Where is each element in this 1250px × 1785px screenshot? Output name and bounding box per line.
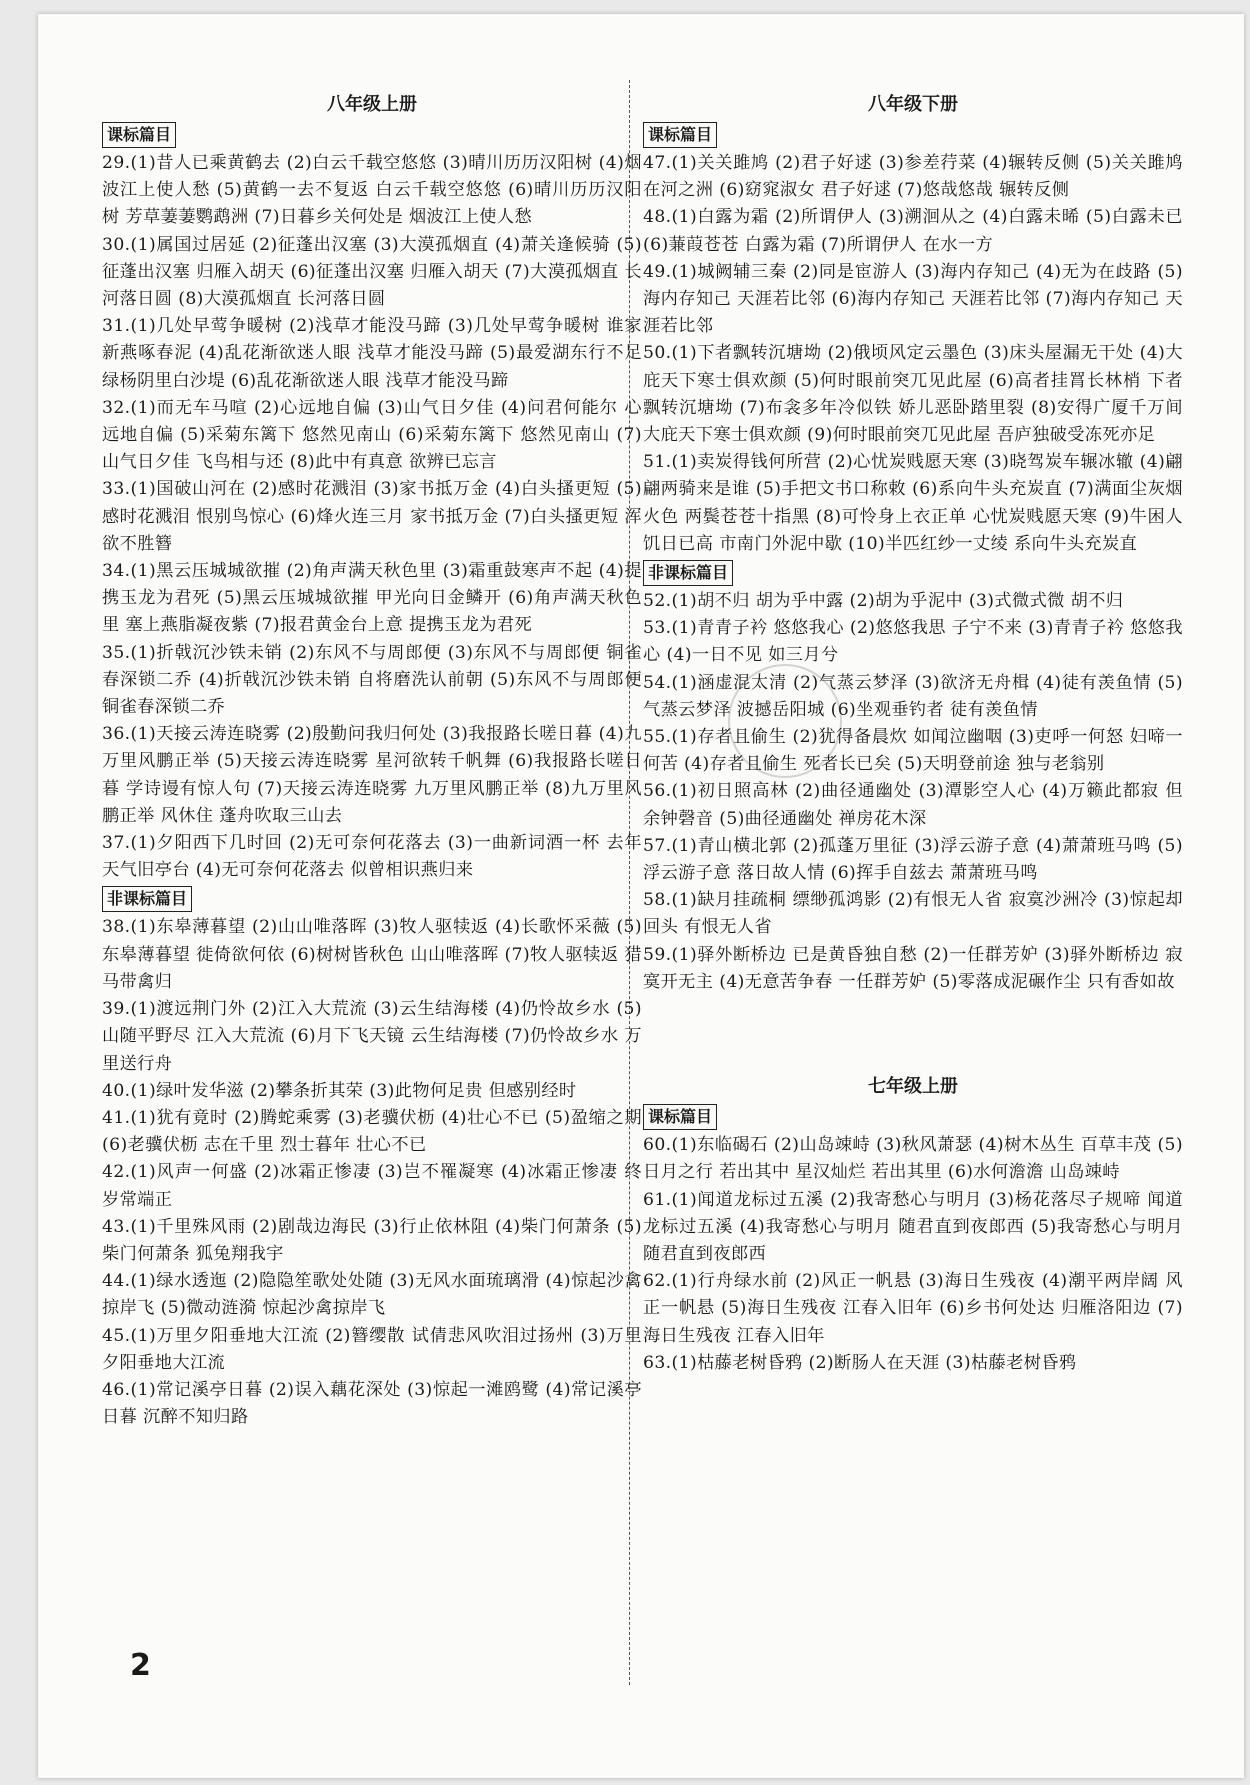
answer-item-40: 40.(1)绿叶发华滋 (2)攀条折其荣 (3)此物何足贵 但感别经时	[102, 1080, 577, 1101]
answer-item-57: 57.(1)青山横北郭 (2)孤蓬万里征 (3)浮云游子意 (4)萧萧班马鸣 (5)浮云游子意 落日故人情 (6)挥手自兹去 萧萧班马鸣	[643, 835, 1183, 884]
answer-page	[38, 14, 1244, 1778]
grade-title-8a: 八年级上册	[327, 94, 417, 115]
answer-item-63: 63.(1)枯藤老树昏鸦 (2)断肠人在天涯 (3)枯藤老树昏鸦	[643, 1352, 1077, 1373]
answer-item-62: 62.(1)行舟绿水前 (2)风正一帆悬 (3)海日生残夜 (4)潮平两岸阔 风正一帆悬 (5)海日生残夜 江春入旧年 (6)乡书何处达 归雁洛阳边 (7)海日生残夜 江春入旧年	[643, 1271, 1183, 1346]
answer-item-38: 38.(1)东皋薄暮望 (2)山山唯落晖 (3)牧人驱犊返 (4)长歌怀采薇 (5)东皋薄暮望 徙倚欲何依 (6)树树皆秋色 山山唯落晖 (7)牧人驱犊返 猎马带禽归	[102, 917, 642, 992]
answer-item-37: 37.(1)夕阳西下几时回 (2)无可奈何花落去 (3)一曲新词酒一杯 去年天气旧亭台 (4)无可奈何花落去 似曾相识燕归来	[102, 833, 642, 881]
answer-item-49: 49.(1)城阙辅三秦 (2)同是宦游人 (3)海内存知己 (4)无为在歧路 (5)海内存知己 天涯若比邻 (6)海内存知己 天涯若比邻 (7)海内存知己 天涯若比邻	[643, 261, 1183, 337]
answer-item-50: 50.(1)下者飘转沉塘坳 (2)俄顷风定云墨色 (3)床头屋漏无干处 (4)大庇天下寒士俱欢颜 (5)何时眼前突兀见此屋 (6)高者挂罥长林梢 下者飘转沉塘坳 (7)布衾多年冷似铁 娇儿恶卧踏里裂 (8)安得广厦千万间 大庇天下寒士俱欢颜 (9)何时眼前突兀见此屋 吾庐独破受冻死亦足	[643, 343, 1183, 446]
page-number: 2	[130, 1648, 151, 1683]
faint-stamp-mark	[728, 664, 842, 778]
answer-item-31: 31.(1)几处早莺争暖树 (2)浅草才能没马蹄 (3)几处早莺争暖树 谁家新燕啄春泥 (4)乱花渐欲迷人眼 浅草才能没马蹄 (5)最爱湖东行不足 绿杨阴里白沙堤 (6)乱花渐欲迷人眼 浅草才能没马蹄	[102, 316, 642, 391]
answer-item-46: 46.(1)常记溪亭日暮 (2)误入藕花深处 (3)惊起一滩鸥鹭 (4)常记溪亭日暮 沉醉不知归路	[102, 1379, 642, 1428]
answer-item-53: 53.(1)青青子衿 悠悠我心 (2)悠悠我思 子宁不来 (3)青青子衿 悠悠我心 (4)一日不见 如三月兮	[643, 618, 1183, 666]
answer-item-61: 61.(1)闻道龙标过五溪 (2)我寄愁心与明月 (3)杨花落尽子规啼 闻道龙标过五溪 (4)我寄愁心与明月 随君直到夜郎西 (5)我寄愁心与明月 随君直到夜郎西	[643, 1189, 1183, 1264]
answer-item-36: 36.(1)天接云涛连晓雾 (2)殷勤问我归何处 (3)我报路长嗟日暮 (4)九万里风鹏正举 (5)天接云涛连晓雾 星河欲转千帆舞 (6)我报路长嗟日暮 学诗谩有惊人句 (7)天接云涛连晓雾 九万里风鹏正举 (8)九万里风鹏正举 风休住 蓬舟吹取三山去	[102, 724, 642, 826]
answer-item-51: 51.(1)卖炭得钱何所营 (2)心忧炭贱愿天寒 (3)晓驾炭车辗冰辙 (4)翩翩两骑来是谁 (5)手把文书口称敕 (6)系向牛头充炭直 (7)满面尘灰烟火色 两鬓苍苍十指黑 (8)可怜身上衣正单 心忧炭贱愿天寒 (9)牛困人饥日已高 市南门外泥中歇 (10)半匹红纱一丈绫 系向牛头充炭直	[643, 452, 1183, 554]
section-label-standard-7a: 课标篇目	[643, 1104, 717, 1130]
answer-item-35: 35.(1)折戟沉沙铁未销 (2)东风不与周郎便 (3)东风不与周郎便 铜雀春深锁二乔 (4)折戟沉沙铁未销 自将磨洗认前朝 (5)东风不与周郎便 铜雀春深锁二乔	[102, 642, 642, 718]
section-label-nonstandard: 非课标篇目	[643, 560, 733, 586]
answer-item-30: 30.(1)属国过居延 (2)征蓬出汉塞 (3)大漠孤烟直 (4)萧关逢候骑 (5)征蓬出汉塞 归雁入胡天 (6)征蓬出汉塞 归雁入胡天 (7)大漠孤烟直 长河落日圆 (8)大漠孤烟直 长河落日圆	[102, 234, 642, 310]
section-label-standard: 课标篇目	[102, 122, 176, 148]
section-label-nonstandard: 非课标篇目	[102, 886, 192, 912]
right-column	[643, 14, 1183, 1377]
answer-item-32: 32.(1)而无车马喧 (2)心远地自偏 (3)山气日夕佳 (4)问君何能尔 心远地自偏 (5)采菊东篱下 悠然见南山 (6)采菊东篱下 悠然见南山 (7)山气日夕佳 飞鸟相与还 (8)此中有真意 欲辨已忘言	[102, 397, 642, 473]
answer-item-47: 47.(1)关关雎鸠 (2)君子好逑 (3)参差荇菜 (4)辗转反侧 (5)关关雎鸠 在河之洲 (6)窈窕淑女 君子好逑 (7)悠哉悠哉 辗转反侧	[643, 153, 1183, 201]
left-column	[102, 14, 642, 1431]
answer-item-56: 56.(1)初日照高林 (2)曲径通幽处 (3)潭影空人心 (4)万籁此都寂 但余钟磬音 (5)曲径通幽处 禅房花木深	[643, 781, 1183, 829]
answer-item-45: 45.(1)万里夕阳垂地大江流 (2)簪缨散 试倩悲风吹泪过扬州 (3)万里夕阳垂地大江流	[102, 1325, 642, 1373]
answer-item-41: 41.(1)犹有竟时 (2)腾蛇乘雾 (3)老骥伏枥 (4)壮心不已 (5)盈缩之期 (6)老骥伏枥 志在千里 烈士暮年 壮心不已	[102, 1107, 642, 1156]
grade-title-7a: 七年级上册	[868, 1076, 958, 1098]
answer-item-59: 59.(1)驿外断桥边 已是黄昏独自愁 (2)一任群芳妒 (3)驿外断桥边 寂寞开无主 (4)无意苦争春 一任群芳妒 (5)零落成泥碾作尘 只有香如故	[643, 944, 1183, 992]
answer-item-34: 34.(1)黑云压城城欲摧 (2)角声满天秋色里 (3)霜重鼓寒声不起 (4)提携玉龙为君死 (5)黑云压城城欲摧 甲光向日金鳞开 (6)角声满天秋色里 塞上燕脂凝夜紫 (7)报君黄金台上意 提携玉龙为君死	[102, 561, 642, 636]
answer-item-29: 29.(1)昔人已乘黄鹤去 (2)白云千载空悠悠 (3)晴川历历汉阳树 (4)烟波江上使人愁 (5)黄鹤一去不复返 白云千载空悠悠 (6)晴川历历汉阳树 芳草萋萋鹦鹉洲 (7)日暮乡关何处是 烟波江上使人愁	[102, 153, 642, 228]
answer-item-60: 60.(1)东临碣石 (2)山岛竦峙 (3)秋风萧瑟 (4)树木丛生 百草丰茂 (5)日月之行 若出其中 星汉灿烂 若出其里 (6)水何澹澹 山岛竦峙	[643, 1135, 1183, 1183]
answer-item-58: 58.(1)缺月挂疏桐 缥缈孤鸿影 (2)有恨无人省 寂寞沙洲冷 (3)惊起却回头 有恨无人省	[643, 890, 1183, 938]
answer-item-52: 52.(1)胡不归 胡为乎中露 (2)胡为乎泥中 (3)式微式微 胡不归	[643, 591, 1124, 612]
grade-title-8b: 八年级下册	[868, 94, 958, 115]
answer-item-48: 48.(1)白露为霜 (2)所谓伊人 (3)溯洄从之 (4)白露未晞 (5)白露未已 (6)蒹葭苍苍 白露为霜 (7)所谓伊人 在水一方	[643, 207, 1183, 255]
answer-item-55: 55.(1)存者且偷生 (2)犹得备晨炊 如闻泣幽咽 (3)吏呼一何怒 妇啼一何苦 (4)存者且偷生 死者长已矣 (5)天明登前途 独与老翁别	[643, 727, 1183, 775]
answer-item-33: 33.(1)国破山河在 (2)感时花溅泪 (3)家书抵万金 (4)白头搔更短 (5)感时花溅泪 恨别鸟惊心 (6)烽火连三月 家书抵万金 (7)白头搔更短 浑欲不胜簪	[102, 479, 642, 554]
section-label-standard: 课标篇目	[643, 122, 717, 148]
answer-item-42: 42.(1)风声一何盛 (2)冰霜正惨凄 (3)岂不罹凝寒 (4)冰霜正惨凄 终岁常端正	[102, 1162, 642, 1210]
answer-item-43: 43.(1)千里殊风雨 (2)剧哉边海民 (3)行止依林阻 (4)柴门何萧条 (5)柴门何萧条 狐兔翔我宇	[102, 1216, 642, 1264]
answer-item-39: 39.(1)渡远荆门外 (2)江入大荒流 (3)云生结海楼 (4)仍怜故乡水 (5)山随平野尽 江入大荒流 (6)月下飞天镜 云生结海楼 (7)仍怜故乡水 万里送行舟	[102, 999, 642, 1074]
answer-item-54: 54.(1)涵虚混太清 (2)气蒸云梦泽 (3)欲济无舟楫 (4)徒有羡鱼情 (5)气蒸云梦泽 波撼岳阳城 (6)坐观垂钓者 徒有羡鱼情	[643, 672, 1183, 720]
answer-item-44: 44.(1)绿水透迤 (2)隐隐笙歌处处随 (3)无风水面琉璃滑 (4)惊起沙禽掠岸飞 (5)微动涟漪 惊起沙禽掠岸飞	[102, 1271, 642, 1319]
